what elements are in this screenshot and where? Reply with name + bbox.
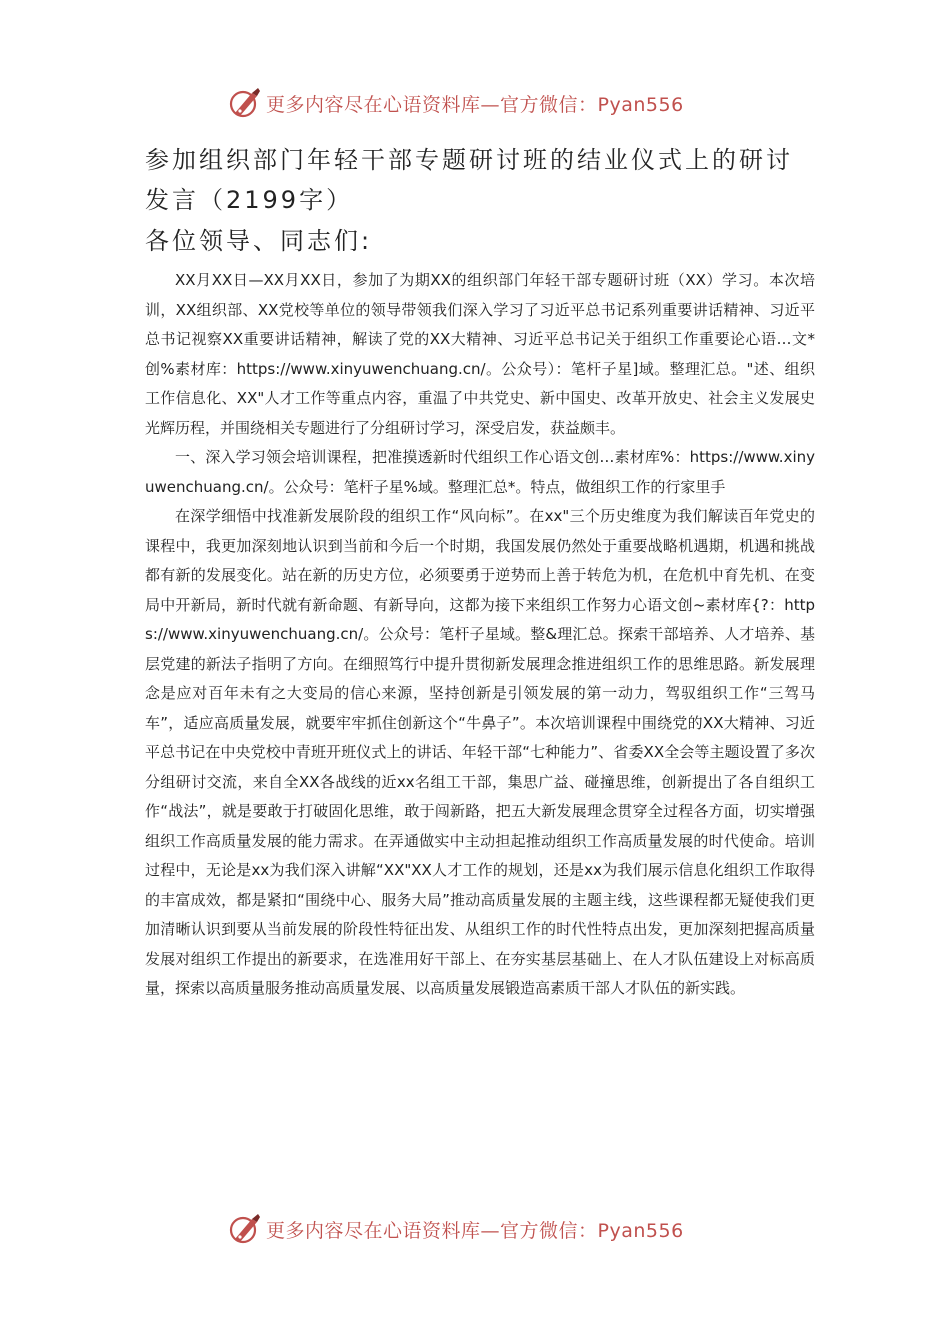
paragraph-intro: XX月XX日—XX月XX日，参加了为期XX的组织部门年轻干部专题研讨班（XX）学习。本次培训，XX组织部、XX党校等单位的领导带领我们深入学习了习近平总书记系列重要讲话精神、习近平总书记视察XX重要讲话精神，解读了党的XX大精神、习近平总书记关于组织工作重要论心语…文*创%素材库：https://www.xinyuwenchuang.cn/。公众号）：笔杆子星]域。整理汇总。"述、组织工作信息化、XX"人才工作等重点内容，重温了中共党史、新中国史、改革开放史、社会主义发展史光辉历程，并围绕相关专题进行了分组研讨学习，深受启发，获益颇丰。	[145, 271, 815, 437]
pen-nib-logo-icon	[228, 1212, 262, 1246]
wechat-handle: Pyan556	[597, 93, 684, 116]
banner-slogan: 更多内容尽在心语资料库—官方微信：	[266, 93, 598, 116]
pen-nib-logo-icon	[228, 86, 262, 120]
document-body	[145, 140, 815, 1004]
paragraph-section-heading: 一、深入学习领会培训课程，把准摸透新时代组织工作心语文创…素材库%：https://www.xinyuwenchuang.cn/。公众号：笔杆子星%域。整理汇总*。特点，做组织工作的行家里手	[145, 448, 815, 496]
wechat-handle: Pyan556	[597, 1219, 684, 1242]
footer-banner	[228, 1211, 728, 1247]
banner-text	[266, 90, 684, 117]
banner-text	[266, 1216, 684, 1243]
header-banner	[228, 85, 728, 121]
salutation: 各位领导、同志们:	[145, 227, 373, 255]
document-title: 参加组织部门年轻干部专题研讨班的结业仪式上的研讨发言（2199字）	[145, 146, 793, 214]
banner-slogan: 更多内容尽在心语资料库—官方微信：	[266, 1219, 598, 1242]
paragraph-body: 在深学细悟中找准新发展阶段的组织工作“风向标”。在xx"三个历史维度为我们解读百年党史的课程中，我更加深刻地认识到当前和今后一个时期，我国发展仍然处于重要战略机遇期，机遇和挑战都有新的发展变化。站在新的历史方位，必须要勇于逆势而上善于转危为机，在危机中育先机、在变局中开新局，新时代就有新命题、有新导向，这都为接下来组织工作努力心语文创~素材库{?：https://www.xinyuwenchuang.cn/。公众号：笔杆子星域。整&理汇总。探索干部培养、人才培养、基层党建的新法子指明了方向。在细照笃行中提升贯彻新发展理念推进组织工作的思维思路。新发展理念是应对百年未有之大变局的信心来源，坚持创新是引领发展的第一动力，驾驭组织工作“三驾马车”，适应高质量发展，就要牢牢抓住创新这个“牛鼻子”。本次培训课程中围绕党的XX大精神、习近平总书记在中央党校中青班开班仪式上的讲话、年轻干部“七种能力”、省委XX全会等主题设置了多次分组研讨交流，来自全XX各战线的近xx名组工干部，集思广益、碰撞思维，创新提出了各自组织工作“战法”，就是要敢于打破固化思维，敢于闯新路，把五大新发展理念贯穿全过程各方面，切实增强组织工作高质量发展的能力需求。在弄通做实中主动担起推动组织工作高质量发展的时代使命。培训过程中，无论是xx为我们深入讲解“XX"XX人才工作的规划，还是xx为我们展示信息化组织工作取得的丰富成效，都是紧扣“围绕中心、服务大局”推动高质量发展的主题主线，这些课程都无疑使我们更加清晰认识到要从当前发展的阶段性特征出发、从组织工作的时代性特点出发，更加深刻把握高质量发展对组织工作提出的新要求，在选准用好干部上、在夯实基层基础上、在人才队伍建设上对标高质量，探索以高质量服务推动高质量发展、以高质量发展锻造高素质干部人才队伍的新实践。	[145, 507, 815, 997]
